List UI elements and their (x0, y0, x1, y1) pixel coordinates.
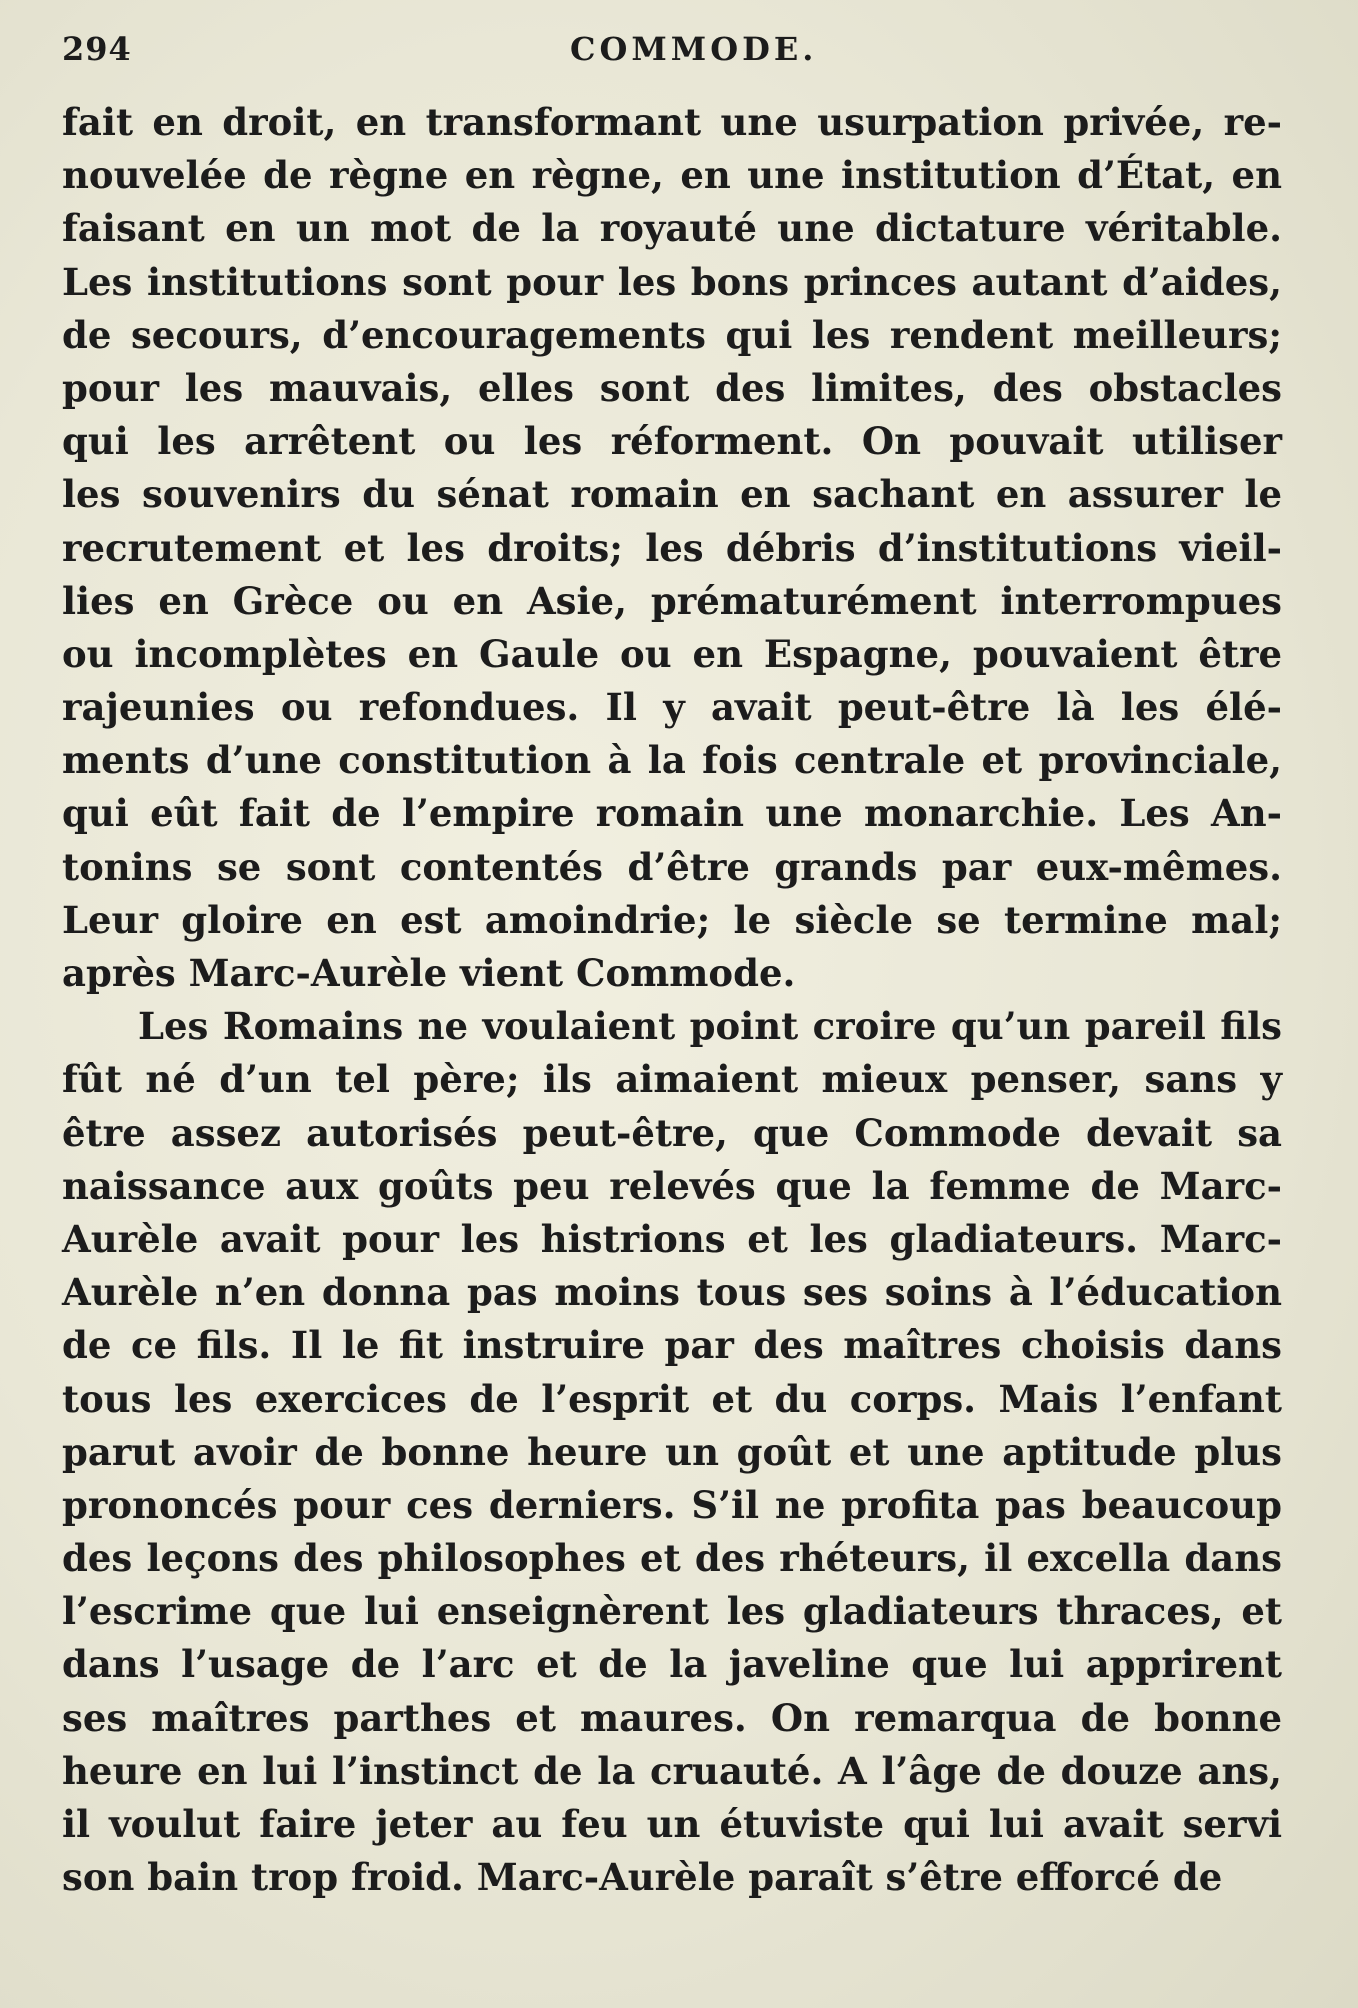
text-line: Leur gloire en est amoindrie; le siècle se termine mal; (62, 897, 1282, 942)
text-line: les souvenirs du sénat romain en sachant en assurer le (62, 472, 1282, 517)
text-line: qui eût fait de l’empire romain une monarchie. Les An- (62, 791, 1282, 836)
page-number: 294 (62, 30, 132, 68)
text-line: recrutement et les droits; les débris d’institutions vieil- (62, 525, 1282, 570)
text-line: faisant en un mot de la royauté une dictature véritable. (62, 206, 1282, 251)
text-line: l’escrime que lui enseignèrent les gladiateurs thraces, et (62, 1589, 1282, 1634)
text-line: fait en droit, en transformant une usurpation privée, re- (62, 100, 1282, 144)
text-line: Les Romains ne voulaient point croire qu’un pareil fils (138, 1004, 1282, 1049)
text-line: nouvelée de règne en règne, en une institution d’État, en (62, 153, 1282, 198)
running-head: COMMODE. (570, 30, 818, 68)
text-line: fût né d’un tel père; ils aimaient mieux penser, sans y (62, 1057, 1282, 1102)
text-line: dans l’usage de l’arc et de la javeline que lui apprirent (62, 1642, 1282, 1687)
text-line: Aurèle avait pour les histrions et les gladiateurs. Marc- (62, 1216, 1282, 1261)
text-line: tonins se sont contentés d’être grands par eux-mêmes. (62, 844, 1282, 889)
text-line: naissance aux goûts peu relevés que la femme de Marc- (62, 1163, 1282, 1208)
text-line: de ce fils. Il le fit instruire par des maîtres choisis dans (62, 1323, 1282, 1368)
text-line: rajeunies ou refondues. Il y avait peut-être là les élé- (62, 685, 1282, 730)
text-line: des leçons des philosophes et des rhéteurs, il excella dans (62, 1536, 1282, 1581)
text-line: son bain trop froid. Marc-Aurèle paraît s’être efforcé de (62, 1855, 1223, 1900)
text-line: Les institutions sont pour les bons princes autant d’aides, (62, 259, 1282, 304)
paragraph (62, 1000, 1282, 1904)
text-line: pour les mauvais, elles sont des limites, des obstacles (62, 365, 1282, 410)
text-line: prononcés pour ces derniers. S’il ne profita pas beaucoup (62, 1482, 1282, 1527)
text-line: il voulut faire jeter au feu un étuviste qui lui avait servi (62, 1802, 1282, 1846)
text-line: ments d’une constitution à la fois centrale et provinciale, (62, 738, 1282, 783)
text-line: de secours, d’encouragements qui les rendent meilleurs; (62, 312, 1282, 357)
text-line: être assez autorisés peut-être, que Commode devait sa (62, 1110, 1282, 1155)
text-line: heure en lui l’instinct de la cruauté. A l’âge de douze ans, (62, 1748, 1282, 1793)
text-line: parut avoir de bonne heure un goût et une aptitude plus (62, 1429, 1282, 1474)
text-line: Aurèle n’en donna pas moins tous ses soins à l’éducation (62, 1270, 1282, 1315)
text-line: qui les arrêtent ou les réforment. On pouvait utiliser (62, 419, 1282, 464)
text-line: après Marc-Aurèle vient Commode. (62, 951, 796, 995)
text-line: tous les exercices de l’esprit et du corps. Mais l’enfant (62, 1376, 1282, 1421)
paragraph (62, 96, 1282, 1000)
body-text (62, 96, 1282, 1904)
text-line: lies en Grèce ou en Asie, prématurément interrompues (62, 578, 1282, 623)
text-line: ou incomplètes en Gaule ou en Espagne, pouvaient être (62, 631, 1282, 676)
page-header (62, 30, 1272, 80)
text-line: ses maîtres parthes et maures. On remarqua de bonne (62, 1695, 1282, 1740)
